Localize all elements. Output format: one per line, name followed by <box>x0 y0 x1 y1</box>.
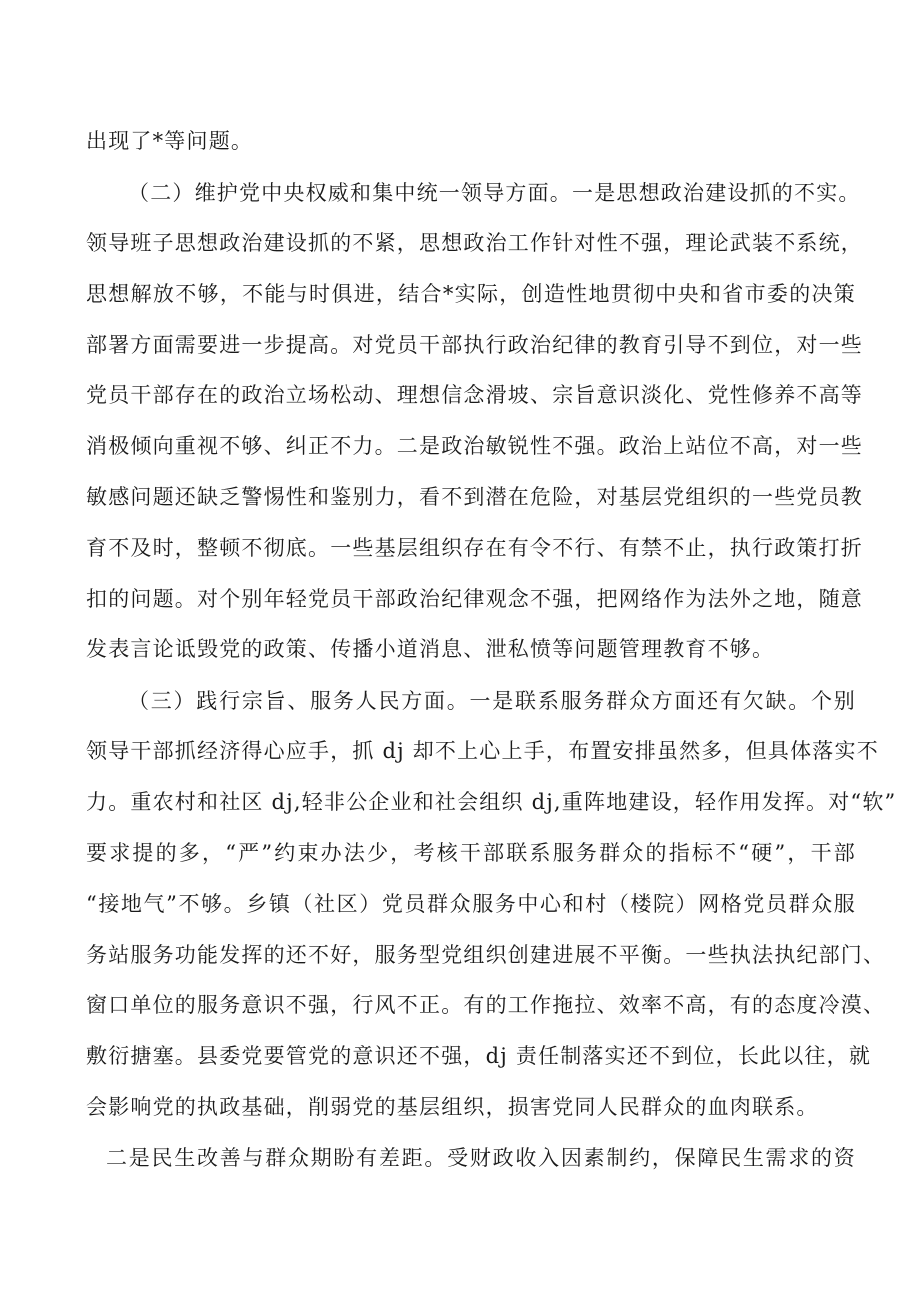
text-line: 思想解放不够，不能与时俱进，结合*实际，创造性地贯彻中央和省市委的决策 <box>86 282 856 306</box>
text-line: 二是民生改善与群众期盼有差距。受财政收入因素制约，保障民生需求的资 <box>106 1146 856 1170</box>
text-line: 务站服务功能发挥的还不好，服务型党组织创建进展不平衡。一些执法执纪部门、 <box>86 943 886 967</box>
text-line: 敏感问题还缺乏警惕性和鉴别力，看不到潜在危险，对基层党组织的一些党员教 <box>86 485 863 509</box>
text-line: 育不及时，整顿不彻底。一些基层组织存在有令不行、有禁不止，执行政策打折 <box>86 536 863 560</box>
text-line: “接地气”不够。乡镇（社区）党员群众服务中心和村（楼院）网格党员群众服 <box>86 892 856 916</box>
text-line: 出现了*等问题。 <box>86 129 254 153</box>
text-line: 扣的问题。对个别年轻党员干部政治纪律观念不强，把网络作为法外之地，随意 <box>86 587 863 611</box>
text-line: （三）践行宗旨、服务人民方面。一是联系服务群众方面还有欠缺。个别 <box>128 689 856 713</box>
text-line: （二）维护党中央权威和集中统一领导方面。一是思想政治建设抓的不实。 <box>128 181 861 205</box>
text-line: 会影响党的执政基础，削弱党的基层组织，损害党同人民群众的血肉联系。 <box>86 1095 819 1119</box>
text-line: 部署方面需要进一步提高。对党员干部执行政治纪律的教育引导不到位，对一些 <box>86 333 863 357</box>
text-line: 窗口单位的服务意识不强，行风不正。有的工作拖拉、效率不高，有的态度冷漠、 <box>86 993 886 1017</box>
text-line: 要求提的多，“严”约束办法少，考核干部联系服务群众的指标不“硬”，干部 <box>86 841 856 865</box>
text-line: 力。重农村和社区 dj,轻非公企业和社会组织 dj,重阵地建设，轻作用发挥。对“软” <box>86 790 897 814</box>
text-line: 领导班子思想政治建设抓的不紧，思想政治工作针对性不强，理论武装不系统， <box>86 231 863 255</box>
text-line: 发表言论诋毁党的政策、传播小道消息、泄私愤等问题管理教育不够。 <box>86 637 775 661</box>
text-line: 敷衍搪塞。县委党要管党的意识还不强，dj 责任制落实还不到位，长此以往，就 <box>86 1044 872 1068</box>
text-line: 党员干部存在的政治立场松动、理想信念滑坡、宗旨意识淡化、党性修养不高等 <box>86 383 863 407</box>
text-line: 消极倾向重视不够、纠正不力。二是政治敏锐性不强。政治上站位不高，对一些 <box>86 434 863 458</box>
text-line: 领导干部抓经济得心应手，抓 dj 却不上心上手，布置安排虽然多，但具体落实不 <box>86 739 879 763</box>
